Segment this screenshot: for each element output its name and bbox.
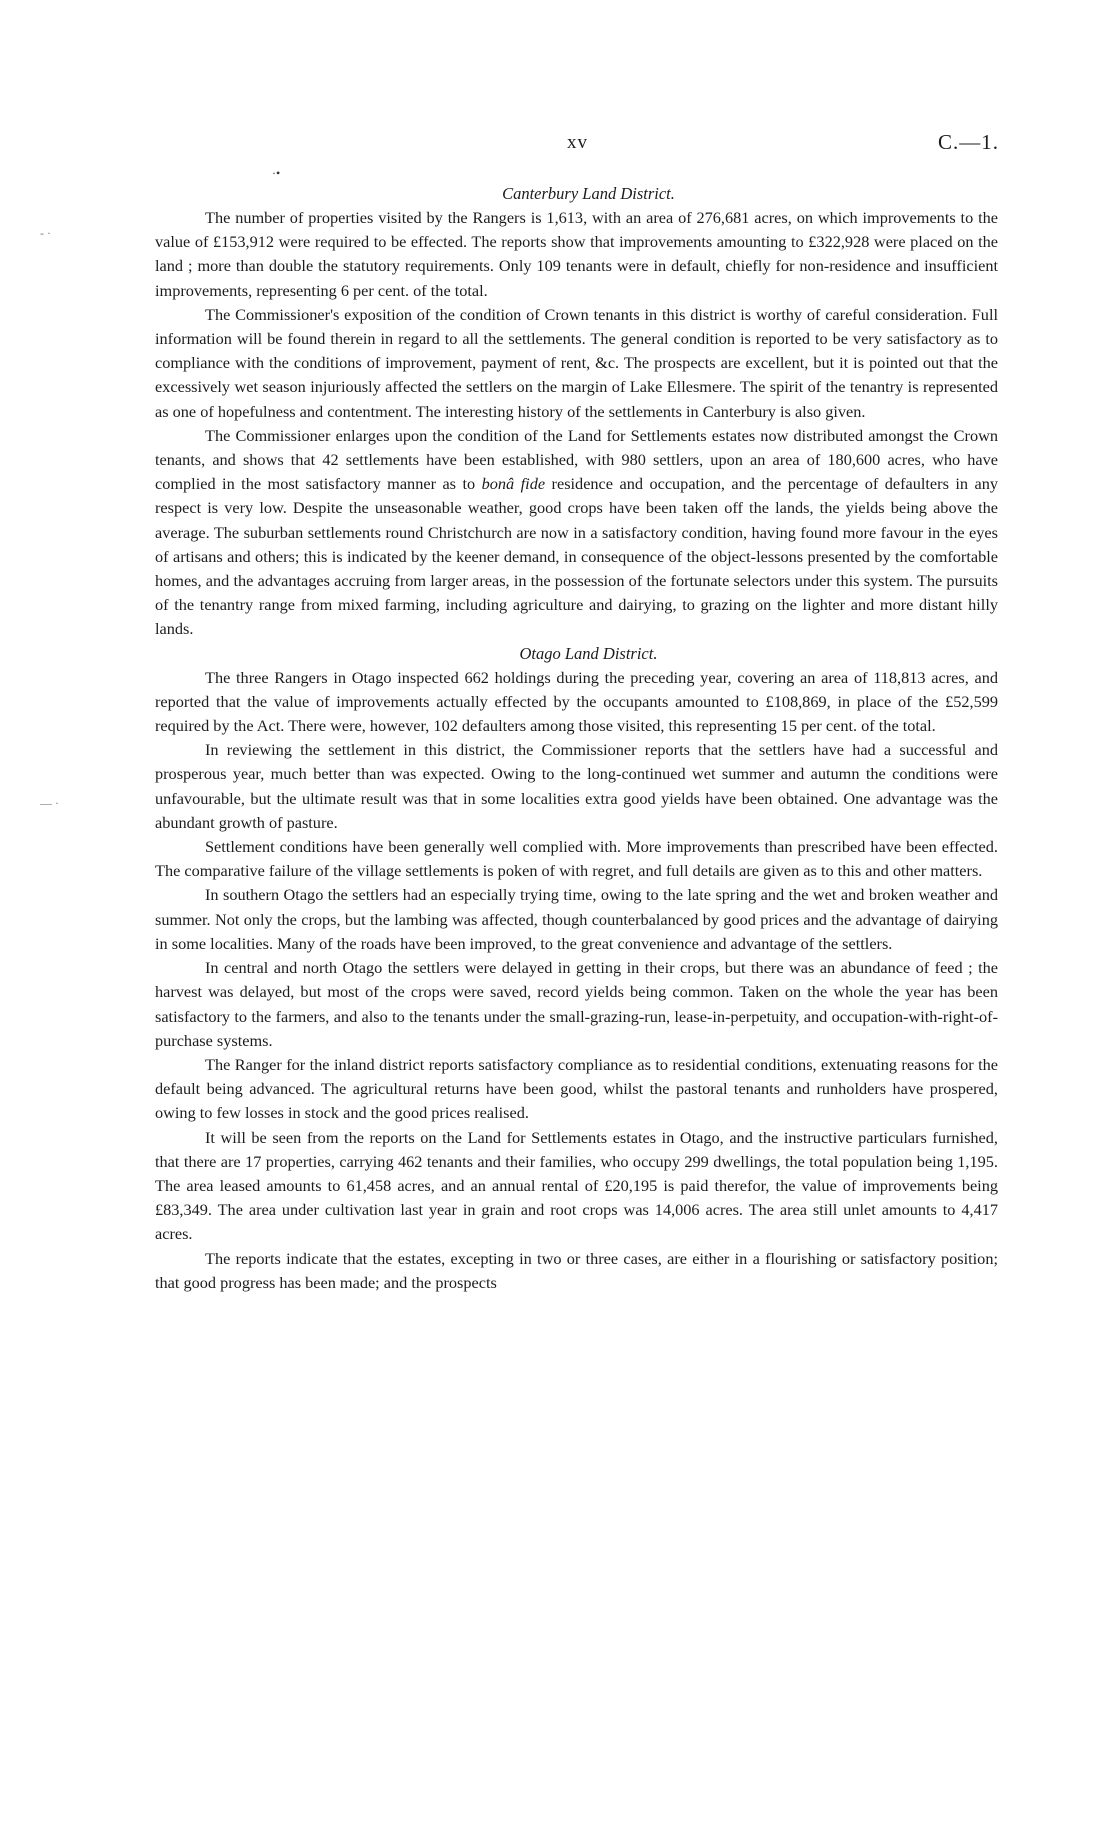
paragraph: The Ranger for the inland district reports satisfactory compliance as to residential conditions, extenuating reasons for the default being advanced. The agricultural returns have been good, whilst the pastoral tenants and runholders have prospered, owing to few losses in stock and the good prices realised.	[155, 1054, 998, 1123]
paragraph: In reviewing the settlement in this district, the Commissioner reports that the settlers have had a successful and prosperous year, much better than was expected. Owing to the long-continued wet summer and autumn the conditions were unfavourable, but the ultimate result was that in some localities extra good yields have been obtained. One advantage was the abundant growth of pasture.	[155, 740, 998, 832]
margin-mark: ·•	[272, 166, 281, 180]
margin-mark: — ·	[40, 796, 59, 810]
page-header	[0, 132, 1114, 162]
document-reference: C.—1.	[937, 130, 999, 154]
italic-phrase: bonâ fide	[481, 474, 546, 494]
paragraph: The number of properties visited by the Rangers is 1,613, with an area of 276,681 acres, on which improvements to the value of £153,912 were required to be effected. The reports show that improvements amounting to £322,928 were placed on the land ; more than double the statutory requirements. Only 109 tenants were in default, chiefly for non-residence and insufficient improvements, representing 6 per cent. of the total.	[155, 208, 998, 300]
paragraph-text: residence and occupation, and the percentage of defaulters in any respect is very low. Despite the unseasonable weather, good crops have been taken off the lands, the yields being above the average. The suburban settlements round Christchurch are now in a satisfactory condition, having found more favour in the eyes of artisans and others; this is indicated by the keener demand, in consequence of the object-lessons presented by the comfortable homes, and the advantages accruing from larger areas, in the possession of the fortunate selectors under this system. The pursuits of the tenantry range from mixed farming, including agriculture and dairying, to grazing on the lighter and more distant hilly lands.	[155, 474, 999, 639]
paragraph: The Commissioner's exposition of the condition of Crown tenants in this district is worthy of careful consideration. Full information will be found therein in regard to all the settlements. The general condition is reported to be very satisfactory as to compliance with the conditions of improvement, payment of rent, &c. The prospects are excellent, but it is pointed out that the excessively wet season injuriously affected the settlers on the margin of Lake Ellesmere. The spirit of the tenantry is represented as one of hopefulness and contentment. The interesting history of the settlements in Canterbury is also given.	[155, 304, 998, 421]
paragraph: In central and north Otago the settlers were delayed in getting in their crops, but there was an abundance of feed ; the harvest was delayed, but most of the crops were saved, record yields being common. Taken on the whole the year has been satisfactory to the farmers, and also to the tenants under the small-grazing-run, lease-in-perpetuity, and occupation-with-right-of-purchase systems.	[155, 958, 998, 1050]
paragraph: The three Rangers in Otago inspected 662 holdings during the preceding year, covering an area of 118,813 acres, and reported that the value of improvements actually effected by the occupants amounted to £108,869, in place of the £52,599 required by the Act. There were, however, 102 defaulters among those visited, this representing 15 per cent. of the total.	[155, 667, 998, 736]
document-body	[155, 182, 998, 1295]
section-heading-otago: Otago Land District.	[519, 643, 658, 663]
paragraph: The reports indicate that the estates, excepting in two or three cases, are either in a flourishing or satisfactory position; that good progress has been made; and the prospects	[155, 1248, 998, 1292]
paragraph-text: The Commissioner enlarges upon the condition of the Land for Settlements estates now distributed amongst the Crown tenants, and shows that 42 settlements have been established, with 980 settlers, upon an area of 180,600 acres, who have complied in the most satisfactory manner as to	[155, 425, 998, 494]
margin-mark: - ·	[40, 226, 51, 240]
section-heading-canterbury: Canterbury Land District.	[502, 184, 675, 203]
paragraph: In southern Otago the settlers had an especially trying time, owing to the late spring and the wet and broken weather and summer. Not only the crops, but the lambing was affected, though counterbalanced by good prices and the advantage of dairying in some localities. Many of the roads have been improved, to the great convenience and advantage of the settlers.	[155, 885, 998, 953]
page-number: xv	[567, 132, 588, 153]
paragraph: It will be seen from the reports on the Land for Settlements estates in Otago, and the instructive particulars furnished, that there are 17 properties, carrying 462 tenants and their families, who occupy 299 dwellings, the total population being 1,195. The area leased amounts to 61,458 acres, and an annual rental of £20,195 is paid therefor, the value of improvements being £83,349. The area under cultivation last year in grain and root crops was 14,006 acres. The area still unlet amounts to 4,417 acres.	[155, 1127, 998, 1244]
paragraph	[155, 424, 998, 642]
paragraph: Settlement conditions have been generally well complied with. More improvements than prescribed have been effected. The comparative failure of the village settlements is poken of with regret, and full details are given as to this and other matters.	[155, 837, 998, 881]
